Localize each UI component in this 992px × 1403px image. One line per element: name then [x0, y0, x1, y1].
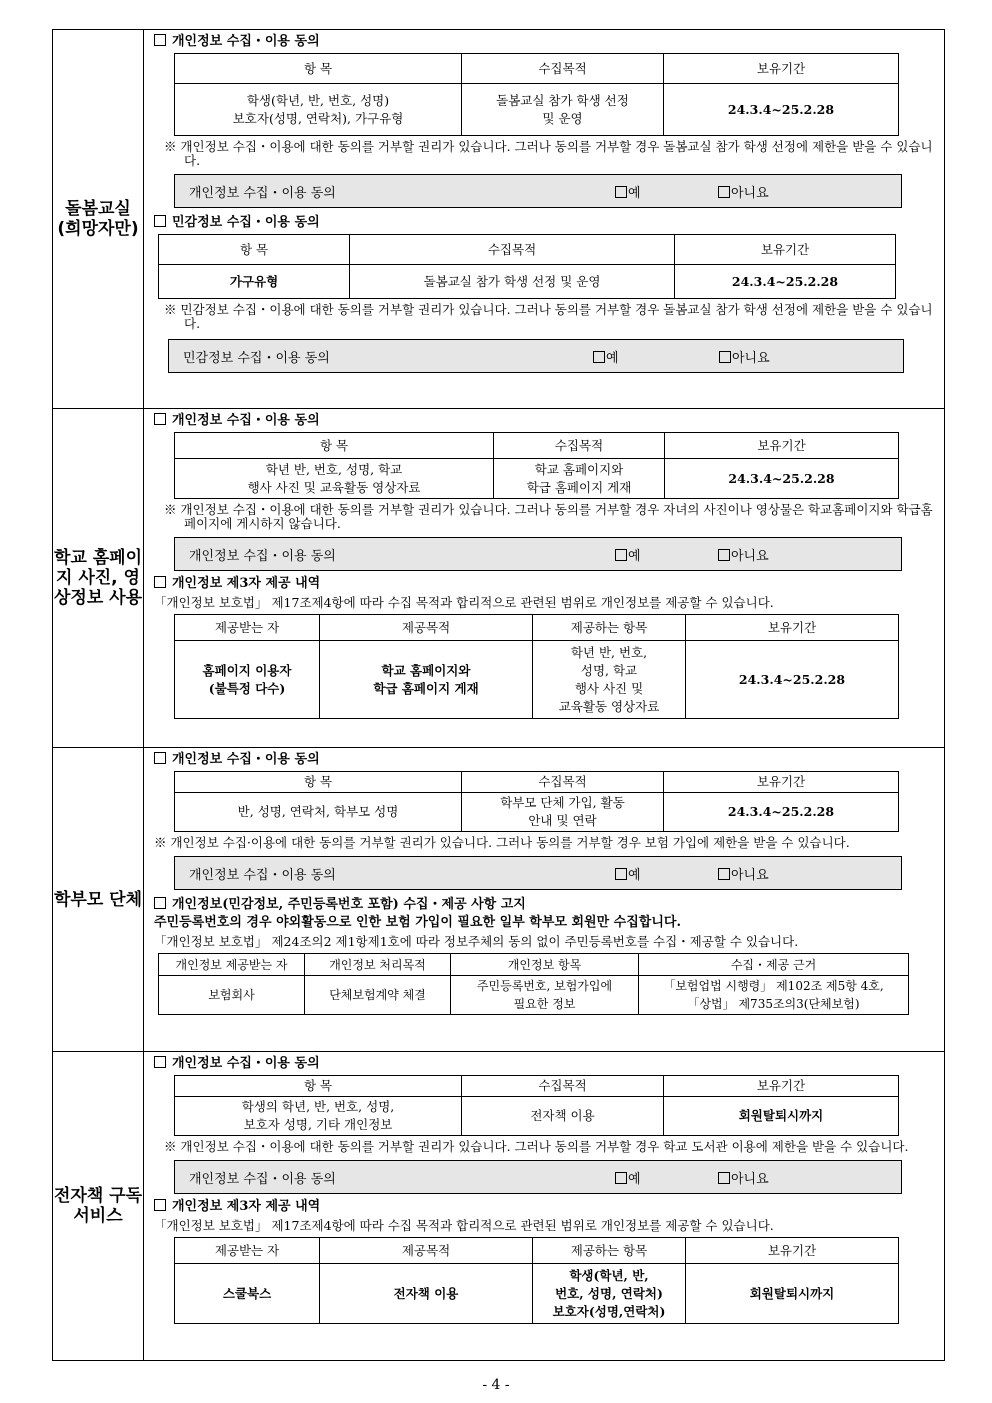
- checkbox-icon[interactable]: [154, 413, 166, 425]
- page-number: - 4 -: [482, 1377, 510, 1393]
- section-title: 학교 홈페이지 사진, 영상정보 사용: [53, 409, 144, 748]
- collection-table: 항 목 수집목적 보유기간 학년 반, 번호, 성명, 학교 행사 사진 및 교육활동 영상자료 학교 홈페이지와 학급 홈페이지 게재 24.3.4~25.2.28: [174, 432, 899, 499]
- provision-table: 개인정보 제공받는 자 개인정보 처리목적 개인정보 항목 수집・제공 근거 보험회사 단체보험계약 체결 주민등록번호, 보험가입에 필요한 정보 「보험업법 시행령」 제102조 제5항 4호, 「상법」 제735조의3(단체보험): [158, 953, 909, 1015]
- checkbox-icon[interactable]: [615, 186, 627, 198]
- checkbox-icon[interactable]: [615, 549, 627, 561]
- legal-basis-text: 「개인정보 보호법」 제17조제4항에 따라 수집 목적과 합리적으로 관련된 범위로 개인정보를 제공할 수 있습니다.: [154, 1218, 774, 1233]
- section-title: 돌봄교실 (희망자만): [53, 30, 144, 409]
- consent-row: 민감정보 수집・이용 동의 예 아니요: [168, 339, 904, 373]
- consent-yes[interactable]: 예: [615, 182, 641, 201]
- checkbox-icon[interactable]: [154, 752, 166, 764]
- checkbox-icon[interactable]: [154, 34, 166, 46]
- refusal-notice: ※ 개인정보 수집·이용에 대한 동의를 거부할 권리가 있습니다. 그러나 동의를 거부할 경우 보험 가입에 제한을 받을 수 있습니다.: [154, 835, 850, 850]
- consent-no[interactable]: 아니요: [718, 182, 769, 201]
- section-heading: 개인정보 제3자 제공 내역: [154, 575, 936, 593]
- consent-yes[interactable]: 예: [615, 864, 641, 883]
- collection-table: 항 목 수집목적 보유기간 반, 성명, 연락처, 학부모 성명 학부모 단체 가입, 활동 안내 및 연락 24.3.4~25.2.28: [174, 771, 899, 832]
- third-party-table: 제공받는 자 제공목적 제공하는 항목 보유기간 스쿨북스 전자책 이용 학생(학년, 반, 번호, 성명, 연락처) 보호자(성명,연락처) 회원탈퇴시까지: [174, 1237, 899, 1324]
- consent-row: 개인정보 수집・이용 동의 예 아니요: [174, 174, 902, 208]
- section-parent-association: [53, 748, 945, 1052]
- checkbox-icon[interactable]: [615, 868, 627, 880]
- checkbox-icon[interactable]: [615, 1172, 627, 1184]
- consent-row: 개인정보 수집・이용 동의 예 아니요: [174, 537, 902, 571]
- refusal-notice: ※ 개인정보 수집・이용에 대한 동의를 거부할 권리가 있습니다. 그러나 동의를 거부할 경우 학교 도서관 이용에 제한을 받을 수 있습니다.: [164, 1139, 909, 1154]
- consent-yes[interactable]: 예: [615, 545, 641, 564]
- section-heading: 민감정보 수집・이용 동의: [154, 214, 936, 232]
- section-afterschool-care: [53, 30, 945, 409]
- checkbox-icon[interactable]: [718, 186, 730, 198]
- checkbox-icon[interactable]: [154, 1199, 166, 1211]
- section-heading: 개인정보 수집・이용 동의: [154, 412, 936, 430]
- third-party-table: 제공받는 자 제공목적 제공하는 항목 보유기간 홈페이지 이용자 (불특정 다수) 학교 홈페이지와 학급 홈페이지 게재 학년 반, 번호, 성명, 학교 행사 사진 및 교육활동 영상자료 24.3.4~25.2.28: [174, 614, 899, 719]
- legal-basis-text: 「개인정보 보호법」 제17조제4항에 따라 수집 목적과 합리적으로 관련된 범위로 개인정보를 제공할 수 있습니다.: [154, 595, 774, 610]
- checkbox-icon[interactable]: [719, 351, 731, 363]
- checkbox-icon[interactable]: [154, 576, 166, 588]
- consent-form-table: [52, 29, 945, 1361]
- notice-subheading: 주민등록번호의 경우 야외활동으로 인한 보험 가입이 필요한 일부 학부모 회원만 수집합니다.: [154, 915, 681, 930]
- checkbox-icon[interactable]: [593, 351, 605, 363]
- consent-no[interactable]: 아니요: [718, 1168, 769, 1187]
- consent-no[interactable]: 아니요: [718, 864, 769, 883]
- checkbox-icon[interactable]: [154, 1056, 166, 1068]
- consent-yes[interactable]: 예: [615, 1168, 641, 1187]
- section-heading: 개인정보 수집・이용 동의: [154, 33, 936, 51]
- consent-no[interactable]: 아니요: [719, 347, 770, 366]
- collection-table: 항 목 수집목적 보유기간 학생의 학년, 반, 번호, 성명, 보호자 성명, 기타 개인정보 전자책 이용 회원탈퇴시까지: [174, 1075, 899, 1136]
- checkbox-icon[interactable]: [154, 897, 166, 909]
- sensitive-table: 항 목 수집목적 보유기간 가구유형 돌봄교실 참가 학생 선정 및 운영 24.3.4~25.2.28: [158, 234, 896, 299]
- section-heading: 개인정보 수집・이용 동의: [154, 1055, 936, 1073]
- section-title: 전자책 구독 서비스: [53, 1052, 144, 1361]
- section-heading: 개인정보(민감정보, 주민등록번호 포함) 수집・제공 사항 고지: [154, 896, 936, 914]
- refusal-notice: ※ 개인정보 수집・이용에 대한 동의를 거부할 권리가 있습니다. 그러나 동의를 거부할 경우 돌봄교실 참가 학생 선정에 제한을 받을 수 있습니다.: [164, 139, 933, 168]
- checkbox-icon[interactable]: [718, 868, 730, 880]
- section-heading: 개인정보 수집・이용 동의: [154, 751, 936, 769]
- refusal-notice: ※ 민감정보 수집・이용에 대한 동의를 거부할 권리가 있습니다. 그러나 동의를 거부할 경우 돌봄교실 참가 학생 선정에 제한을 받을 수 있습니다.: [164, 302, 933, 331]
- checkbox-icon[interactable]: [718, 1172, 730, 1184]
- consent-no[interactable]: 아니요: [718, 545, 769, 564]
- section-homepage-photos: [53, 409, 945, 748]
- refusal-notice: ※ 개인정보 수집・이용에 대한 동의를 거부할 권리가 있습니다. 그러나 동의를 거부할 경우 자녀의 사진이나 영상물은 학교홈페이지와 학급홈페이지에 게시하지 않습니다.: [164, 502, 933, 531]
- checkbox-icon[interactable]: [154, 215, 166, 227]
- consent-yes[interactable]: 예: [593, 347, 619, 366]
- checkbox-icon[interactable]: [718, 549, 730, 561]
- collection-table: 항 목 수집목적 보유기간 학생(학년, 반, 번호, 성명) 보호자(성명, 연락처), 가구유형 돌봄교실 참가 학생 선정 및 운영 24.3.4~25.2.28: [174, 53, 899, 136]
- consent-row: 개인정보 수집・이용 동의 예 아니요: [174, 856, 902, 890]
- section-heading: 개인정보 제3자 제공 내역: [154, 1198, 936, 1216]
- section-title: 학부모 단체: [53, 748, 144, 1052]
- legal-basis-text: 「개인정보 보호법」 제24조의2 제1항제1호에 따라 정보주체의 동의 없이 주민등록번호를 수집・제공할 수 있습니다.: [154, 934, 799, 949]
- section-ebook-service: [53, 1052, 945, 1361]
- consent-row: 개인정보 수집・이용 동의 예 아니요: [174, 1160, 902, 1194]
